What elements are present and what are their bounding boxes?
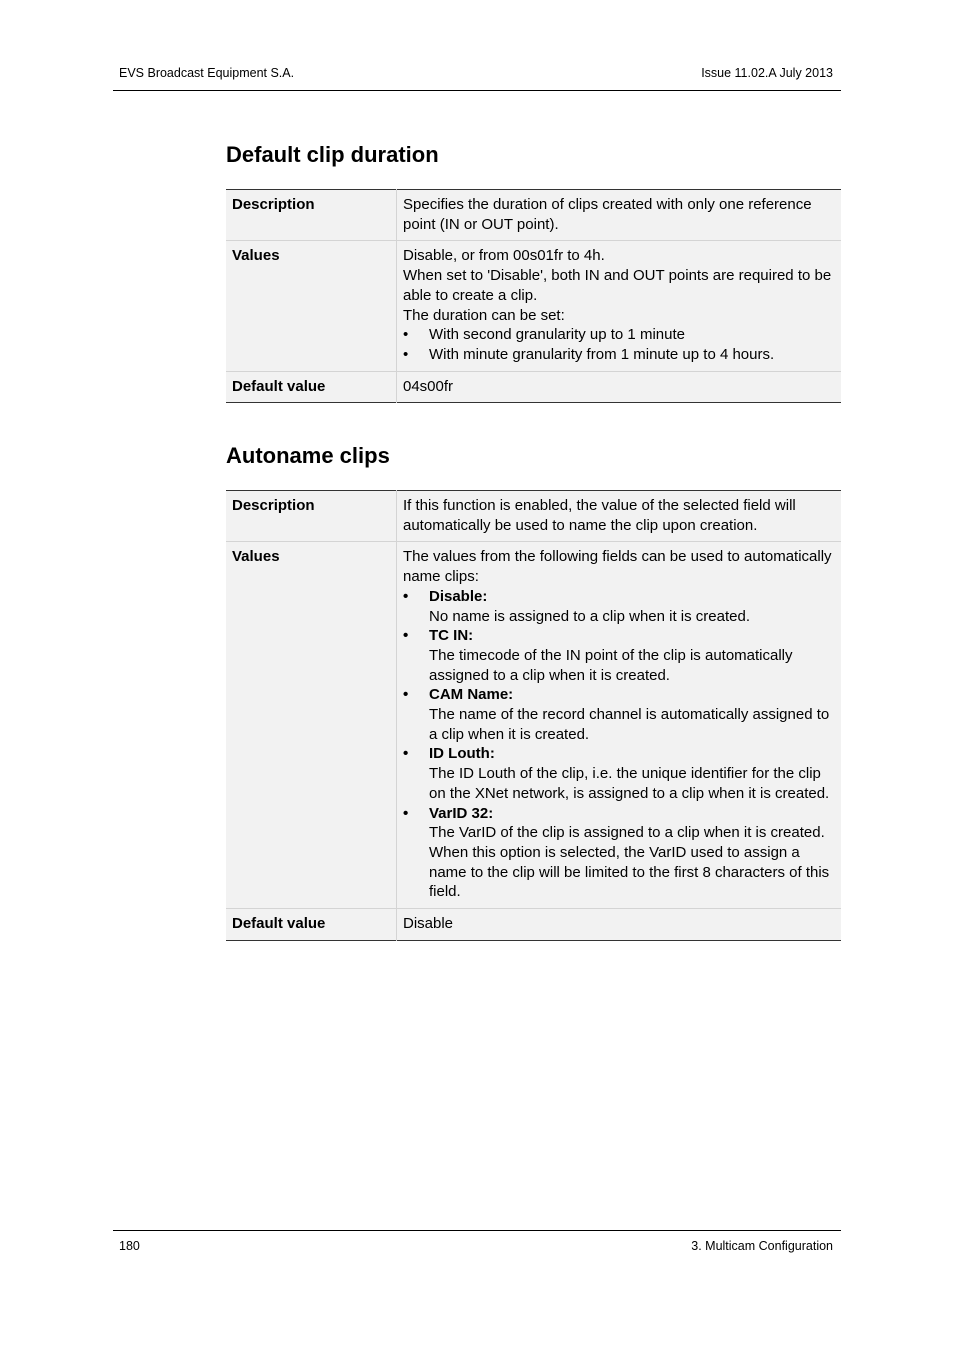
header-issue: Issue 11.02.A July 2013 xyxy=(701,66,833,80)
page-header xyxy=(113,66,841,91)
row-label: Default value xyxy=(226,371,397,403)
table-row xyxy=(226,241,841,371)
option-text: The timecode of the IN point of the clip is automatically assigned to a clip when it is created. xyxy=(429,646,793,684)
option-name: VarID 32: xyxy=(429,804,494,822)
option-text: The name of the record channel is automatically assigned to a clip when it is created. xyxy=(429,706,830,743)
option-name: ID Louth: xyxy=(429,745,495,763)
header-company: EVS Broadcast Equipment S.A. xyxy=(119,66,295,80)
option-text: No name is assigned to a clip when it is created. xyxy=(429,607,750,625)
list-item xyxy=(403,626,835,685)
footer-chapter: 3. Multicam Configuration xyxy=(691,1239,833,1253)
row-label: Values xyxy=(226,542,397,909)
row-value xyxy=(397,542,842,909)
bullet-icon: • xyxy=(403,804,409,822)
values-line: The duration can be set: xyxy=(403,306,565,324)
row-label: Values xyxy=(226,241,397,371)
values-bullet-list xyxy=(403,325,835,364)
bullet-icon: • xyxy=(403,587,409,605)
row-value xyxy=(397,241,842,371)
option-text: The ID Louth of the clip, i.e. the unique identifier for the clip on the XNet network, is assigned to a clip when it is created. xyxy=(429,765,830,802)
section-title-autoname-clips: Autoname clips xyxy=(226,443,390,468)
row-value: 04s00fr xyxy=(397,371,842,403)
options-list xyxy=(403,587,835,902)
row-value: Specifies the duration of clips created with only one reference point (IN or OUT point). xyxy=(397,190,842,241)
section-title-default-clip-duration: Default clip duration xyxy=(226,142,439,167)
table-row xyxy=(226,491,841,542)
row-value: Disable xyxy=(397,909,842,941)
table-row xyxy=(226,371,841,403)
row-value: If this function is enabled, the value of the selected field will automatically be used to name the clip upon creation. xyxy=(397,491,842,542)
bullet-icon: • xyxy=(403,326,409,344)
list-item xyxy=(403,325,835,345)
option-text: When this option is selected, the VarID used to assign a name to the clip will be limited to the first 8 characters of this field. xyxy=(429,843,830,901)
option-text: The VarID of the clip is assigned to a clip when it is created. xyxy=(429,824,825,842)
autoname-clips-table xyxy=(226,490,841,941)
option-name: Disable: xyxy=(429,587,488,605)
values-line: When set to 'Disable', both IN and OUT points are required to be able to create a clip. xyxy=(403,267,832,304)
list-item-text: With minute granularity from 1 minute up to 4 hours. xyxy=(429,345,775,363)
page-number: 180 xyxy=(119,1239,140,1253)
row-label: Description xyxy=(226,190,397,241)
bullet-icon: • xyxy=(403,627,409,645)
page-footer xyxy=(113,1230,841,1253)
table-row xyxy=(226,190,841,241)
row-label: Default value xyxy=(226,909,397,941)
default-clip-duration-table xyxy=(226,189,841,403)
values-intro: The values from the following fields can be used to automatically name clips: xyxy=(403,548,832,586)
bullet-icon: • xyxy=(403,345,409,363)
list-item xyxy=(403,744,835,803)
list-item xyxy=(403,587,835,626)
bullet-icon: • xyxy=(403,745,409,763)
table-row xyxy=(226,542,841,909)
values-line: Disable, or from 00s01fr to 4h. xyxy=(403,247,605,265)
row-label: Description xyxy=(226,491,397,542)
list-item-text: With second granularity up to 1 minute xyxy=(429,326,685,344)
option-name: CAM Name: xyxy=(429,686,514,704)
bullet-icon: • xyxy=(403,686,409,704)
table-row xyxy=(226,909,841,941)
list-item xyxy=(403,804,835,903)
list-item xyxy=(403,345,835,365)
list-item xyxy=(403,685,835,744)
option-name: TC IN: xyxy=(429,627,474,645)
